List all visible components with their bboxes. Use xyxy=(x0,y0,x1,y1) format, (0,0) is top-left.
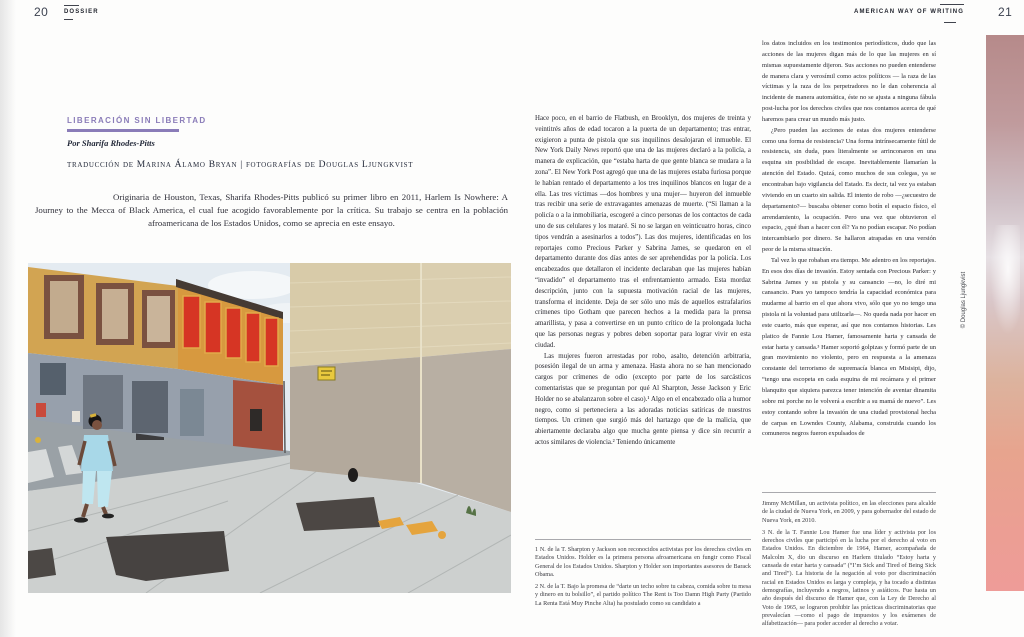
adjacent-page-photo-strip xyxy=(986,35,1024,591)
red-window xyxy=(265,318,278,366)
sandal xyxy=(74,517,88,522)
right-page-number: 21 xyxy=(998,5,1013,19)
rule-above-section xyxy=(64,5,79,6)
yellow-street-mark xyxy=(35,437,41,443)
barred-window xyxy=(40,363,66,395)
title-accent-rule xyxy=(67,129,179,132)
section-label-dossier: DOSSIER xyxy=(64,9,99,15)
garage-door xyxy=(180,389,204,436)
dark-doorway xyxy=(250,409,262,431)
footnote-rule xyxy=(762,492,936,493)
body-column-2 xyxy=(762,39,936,440)
footnote-rule xyxy=(535,539,751,540)
poster xyxy=(36,403,46,417)
rule-above-right-section xyxy=(940,4,964,5)
body-column-1 xyxy=(535,114,751,449)
body-paragraph: Hace poco, en el barrio de Flatbush, en Brooklyn, dos mujeres de treinta y veintitrés años de edad tocaron a la puerta de un departamento; tras entrar, exigieron a punta de pistola que sus inquilinos desalojaran el inmueble. El New York Daily News reportó que una de las mujeres declaró a la policía, a manera de explicación, que “estaba harta de que gente blanca se mudara a la zona”. El New York Post agregó que una de las mujeres estaba furiosa porque le habían rentado el departamento a los tres inquilinos blancos en lugar de a ella. Las tres víctimas —dos hombres y una mujer— huyeron del inmueble tras recibir una serie de extravagantes amenazas de muerte. (“Si llaman a la policía o a la inmobiliaria, escogeré a cinco personas de los contactos de cada uno de sus celulares y los mataré. Si no se largan en veinticuatro horas, cinco tipos vendrán a asesinarlos a todos”). Las dos mujeres, identificadas en los reportajes como Precious Parker y Sabrina James, se quedaron en el departamento durante dos días antes de ser aprehendidas por la policía. Los encabezados que detallaron el incidente declaraban que las mujeres habían “invadido” el departamento tras el enfrentamiento armado. Esta mordaz descripción, junto con la supuesta motivación racial de las mujeres, transforma el incidente. Deja de ser sólo uno más de aquellos estrafalarios crímenes tipo Gotham que parecen hechos a la medida para la prensa amarillista, y pasa a convertirse en un punto crítico de la prolongada lucha que las personas negras y pobres deben soportar para lograr vivir en esta ciudad. xyxy=(535,115,751,349)
garage-door xyxy=(132,381,168,433)
footnotes-column-1 xyxy=(535,546,751,612)
boarded-window xyxy=(50,281,78,333)
translation-photo-credits: traducción de Marina Álamo Bryan | fotografías de Douglas Ljungkvist xyxy=(67,160,414,170)
cloud-highlight xyxy=(990,225,1020,335)
lower-leg xyxy=(103,507,106,514)
page-edge-shadow xyxy=(0,0,16,637)
footnote-2: 2 N. de la T. Bajo la promesa de “darte un techo sobre tu cabeza, comida sobre tu mesa y dinero en tu bolsillo”, el partido político The Rent is Too Damn High Party (Partido La Renta Está Muy Pinche Alta) ha postulado como su candidato a xyxy=(535,583,751,607)
article-title: LIBERACIÓN SIN LIBERTAD xyxy=(67,116,207,125)
yellow-sign xyxy=(318,367,335,380)
article-byline: Por Sharifa Rhodes-Pitts xyxy=(67,138,155,148)
street-photo-illustration xyxy=(28,263,511,593)
rule-below-section xyxy=(64,19,73,20)
face xyxy=(92,420,102,430)
left-page-number: 20 xyxy=(34,5,49,19)
author-intro-paragraph: Originaria de Houston, Texas, Sharifa Rhodes-Pitts publicó su primer libro en 2011, Harlem Is Nowhere: A Journey to the Mecca of Black America, el cual fue acogido favorablemente por la crítica. Su trabajo se centra en la población afroamericana de los Estados Unidos, como se aprecia en este ensayo. xyxy=(35,191,508,229)
footnote-1: 1 N. de la T. Sharpton y Jackson son reconocidos activistas por los derechos civiles en Estados Unidos. Holder es la primera persona afroamericana en fungir como Fiscal General de los Estados Unidos. Sharpton y Holder son importantes asesores de Barack Obama. xyxy=(535,546,751,578)
poster xyxy=(72,411,80,422)
red-window xyxy=(226,308,241,358)
photo-credit-vertical: © Douglas Ljungkvist xyxy=(961,271,967,329)
body-paragraph: Tal vez lo que robaban era tiempo. Me adentro en los reportajes. En esos dos días de invasión. Estoy sentada con Precious Parker: y Sabrina James y su pistola y su cansancio —no, lo diré mi cansancio. Pues yo tampoco tendría la capacidad económica para mudarme al barrio en el que ahora vivo, sólo que yo no tengo una pistola ni la voluntad para utilizarla—. No queda nada por hacer en este cuarto, más que esperar, así que nos contamos historias. Les platico de Fannie Lou Hamer, famosamente harta y cansada de estar harta y cansada.³ Hamer soportó golpizas y formó parte de un gran movimiento no violento, pero en respuesta a la amenaza constante del terrorismo de supremacía blanca en Misisipi, dijo, “tengo una escopeta en cada esquina de mi recámara y el primer blanquito que siquiera parezca tener intención de aventar dinamita sobre mi porche no le volverá a escribir a su mamá de nuevo”. Les estoy contando sobre la invasión de una ciudad provisional hecha de carpas en Lowndes County, Alabama, construida cuando los comuneros negros fueron expulsados de xyxy=(762,256,936,438)
footnote-2-continuation: Jimmy McMillan, un activista político, en las elecciones para alcalde de la ciudad de Nueva York, en 2009, y para gobernador del estado de Nueva York, en 2010. xyxy=(762,500,936,524)
street-photograph xyxy=(28,263,511,593)
rule-below-right-section xyxy=(944,22,956,23)
boarded-window xyxy=(147,296,170,342)
body-paragraph: ¿Pero pueden las acciones de estas dos mujeres entenderse como una forma de resistencia? Una forma intrínsecamente fútil de resistencia, sin duda, pues literalmente se arrinconaron en una esquina sin posibilidad de escape. Inevitablemente llamarían la atención del Estado. Quizá, como muchos de sus colegas, ya se encontraban bajo vigilancia del Estado. Es decir, tal vez ya estaban viviendo en un cuarto sin salida. El intento de robo —¿secuestro de departamento?— buscaba obtener como botín el espacio físico, el arrendamiento, la ocupación. Pero una vez que obtuvieron el espacio, ¿qué iban a hacer con él? Ya no podían escapar. No podían intercambiarlo por dinero. Se hallaron atrapadas en una versión peor de la misma situación. xyxy=(762,126,936,254)
footnote-3: 3 N. de la T. Fannie Lou Hamer fue una líder y activista por los derechos civiles que participó en la lucha por el derecho al voto en Estados Unidos. En diciembre de 1964, Hamer, acompañada de Malcolm X, dio un discurso en Harlem titulado “Estoy harta y cansada de estar harta y cansada” (“I’m Sick and Tired of Being Sick and Tired”). La historia de la negación al voto por discriminación racial en Estados Unidos es larga y compleja, y ha tocado a distintas demografías, incluyendo a negros, latinos y asiáticos. Fue hasta un año después del discurso de Hamer que, con la Ley de Derecho al Voto de 1965, se lograron prohibir las prácticas discriminatorias que prevalecían —como el pago de impuestos y los exámenes de alfabetización— para poder acceder al derecho a votar. xyxy=(762,528,936,628)
asphalt-patch xyxy=(296,497,380,531)
red-window xyxy=(205,302,221,353)
body-paragraph: los datos incluidos en los testimonios periodísticos, dudo que las acciones de las mujeres digan más de lo que las mujeres en sí mismas supuestamente dijeron. Sus acciones no pueden entenderse de manera clara y verosímil como actos políticos — la raza de las víctimas y la raza de los perpetradores no le dan coherencia al incidente de manera automática, éste no se ajusta a ninguna fábula post-lucha por los derechos civiles que nos contamos acerca de qué haremos para crear un mundo más justo. xyxy=(762,40,936,123)
pole xyxy=(284,381,285,453)
asphalt-patch xyxy=(28,548,56,579)
footnotes-column-2 xyxy=(762,500,936,632)
black-vent xyxy=(348,468,358,482)
body-paragraph: Las mujeres fueron arrestadas por robo, asalto, detención arbitraria, posesión ilegal de un arma y amenaza. Hasta ahora no se han mencionado cargos por crímenes de odio (excepto por parte de los sarcásticos comentaristas que se preguntan por qué Al Sharpton, Jesse Jackson y Eric Holder no se abalanzaron sobre el caso).¹ Algo en el encabezado olía a humor negro, como si perteneciera a las adoradas noticias satíricas de nuestros tiempos. Un crimen que surgió más del hartazgo que de la malicia, que abiertamente declaraba algo que mucha gente piensa y dice sin recurrir a actos similares de violencia.² Teniendo únicamente xyxy=(535,352,751,446)
section-label-american-way: AMERICAN WAY OF WRITING xyxy=(854,9,964,15)
scrub-top xyxy=(81,435,113,471)
red-window xyxy=(246,313,260,362)
red-window xyxy=(183,296,200,348)
boarded-window xyxy=(102,289,128,339)
sandal xyxy=(102,514,114,519)
corner-side-face xyxy=(421,263,511,512)
